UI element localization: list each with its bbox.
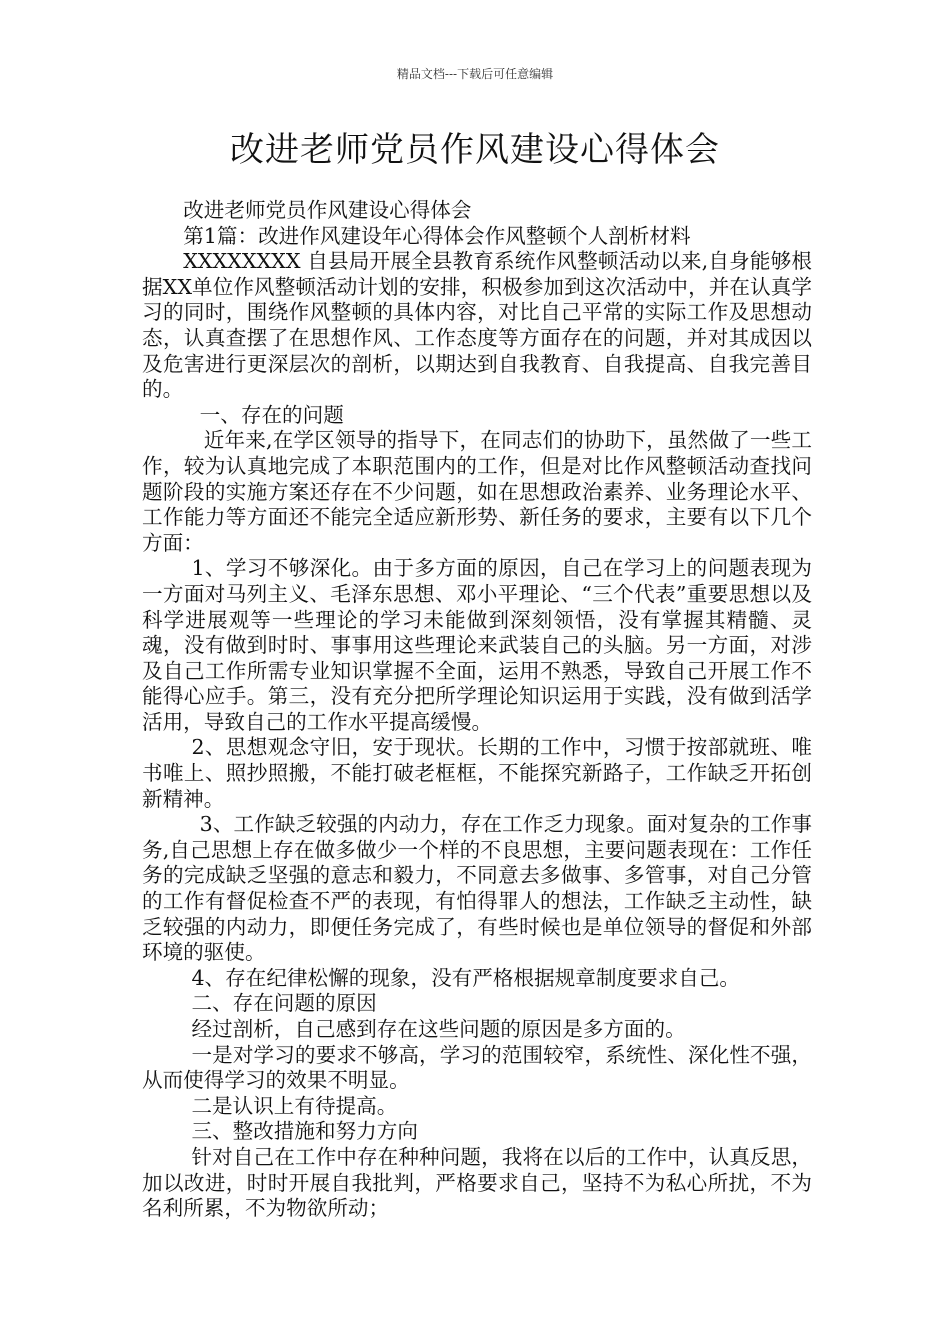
paragraph-cause-2: 二是认识上有待提高。 bbox=[191, 1093, 398, 1118]
header-note: 精品文档---下载后可任意编辑 bbox=[396, 67, 554, 81]
paragraph-problem-1: 1、学习不够深化。由于多方面的原因，自己在学习上的问题表现为一方面对马列主义、毛泽东思想、邓小平理论、“三个代表”重要思想以及科学进展观等一些理论的学习未能做到深刻领悟，没有掌握其精髓、灵魂，没有做到时时、事事用这些理论来武装自己的头脑。另一方面，对涉及自己工作所需专业知识掌握不全面，运用不熟悉，导致自己开展工作不能得心应手。第三，没有充分把所学理论知识运用于实践，没有做到活学活用，导致自己的工作水平提高缓慢。 bbox=[142, 556, 812, 734]
document-body bbox=[142, 198, 812, 1222]
section-heading-measures: 三、整改措施和努力方向 bbox=[191, 1119, 418, 1144]
paragraph-cause-1: 一是对学习的要求不够高，学习的范围较窄，系统性、深化性不强，从而使得学习的效果不明显。 bbox=[142, 1042, 812, 1093]
paragraph-problem-3: 3、工作缺乏较强的内动力，存在工作乏力现象。面对复杂的工作事务,自己思想上存在做多做少一个样的不良思想，主要问题表现在：工作任务的完成缺乏坚强的意志和毅力，不同意去多做事、多管事，对自己分管的工作有督促检查不严的表现，有怕得罪人的想法，工作缺乏主动性，缺乏较强的内动力，即便任务完成了，有些时候也是单位领导的督促和外部环境的驱使。 bbox=[142, 812, 812, 965]
paragraph-causes-overview: 经过剖析，自己感到存在这些问题的原因是多方面的。 bbox=[191, 1017, 686, 1041]
document-title: 改进老师党员作风建设心得体会 bbox=[230, 130, 720, 170]
paragraph-part-heading: 第1篇：改进作风建设年心得体会作风整顿个人剖析材料 bbox=[183, 223, 691, 248]
paragraph-problems-overview: 近年来,在学区领导的指导下，在同志们的协助下，虽然做了一些工作，较为认真地完成了本职范围内的工作，但是对比作风整顿活动查找问题阶段的实施方案还存在不少问题，如在思想政治素养、业务理论水平、工作能力等方面还不能完全适应新形势、新任务的要求，主要有以下几个方面： bbox=[142, 428, 812, 555]
paragraph-measures: 针对自己在工作中存在种种问题，我将在以后的工作中，认真反思，加以改进，时时开展自我批判，严格要求自己，坚持不为私心所扰，不为名利所累，不为物欲所动； bbox=[142, 1144, 812, 1221]
paragraph-subtitle: 改进老师党员作风建设心得体会 bbox=[183, 198, 472, 222]
paragraph-intro: XXXXXXXX 自县局开展全县教育系统作风整顿活动以来,自身能够根据XX单位作风整顿活动计划的安排，积极参加到这次活动中，并在认真学习的同时，围绕作风整顿的具体内容，对比自己平常的实际工作及思想动态，认真查摆了在思想作风、工作态度等方面存在的问题，并对其成因以及危害进行更深层次的剖析，以期达到自我教育、自我提高、自我完善目的。 bbox=[142, 249, 812, 402]
section-heading-problems: 一、存在的问题 bbox=[199, 402, 344, 427]
paragraph-problem-2: 2、思想观念守旧，安于现状。长期的工作中，习惯于按部就班、唯书唯上、照抄照搬，不能打破老框框，不能探究新路子，工作缺乏开拓创新精神。 bbox=[142, 735, 812, 811]
section-heading-causes: 二、存在问题的原因 bbox=[191, 991, 377, 1016]
paragraph-problem-4: 4、存在纪律松懈的现象，没有严格根据规章制度要求自己。 bbox=[191, 965, 740, 990]
